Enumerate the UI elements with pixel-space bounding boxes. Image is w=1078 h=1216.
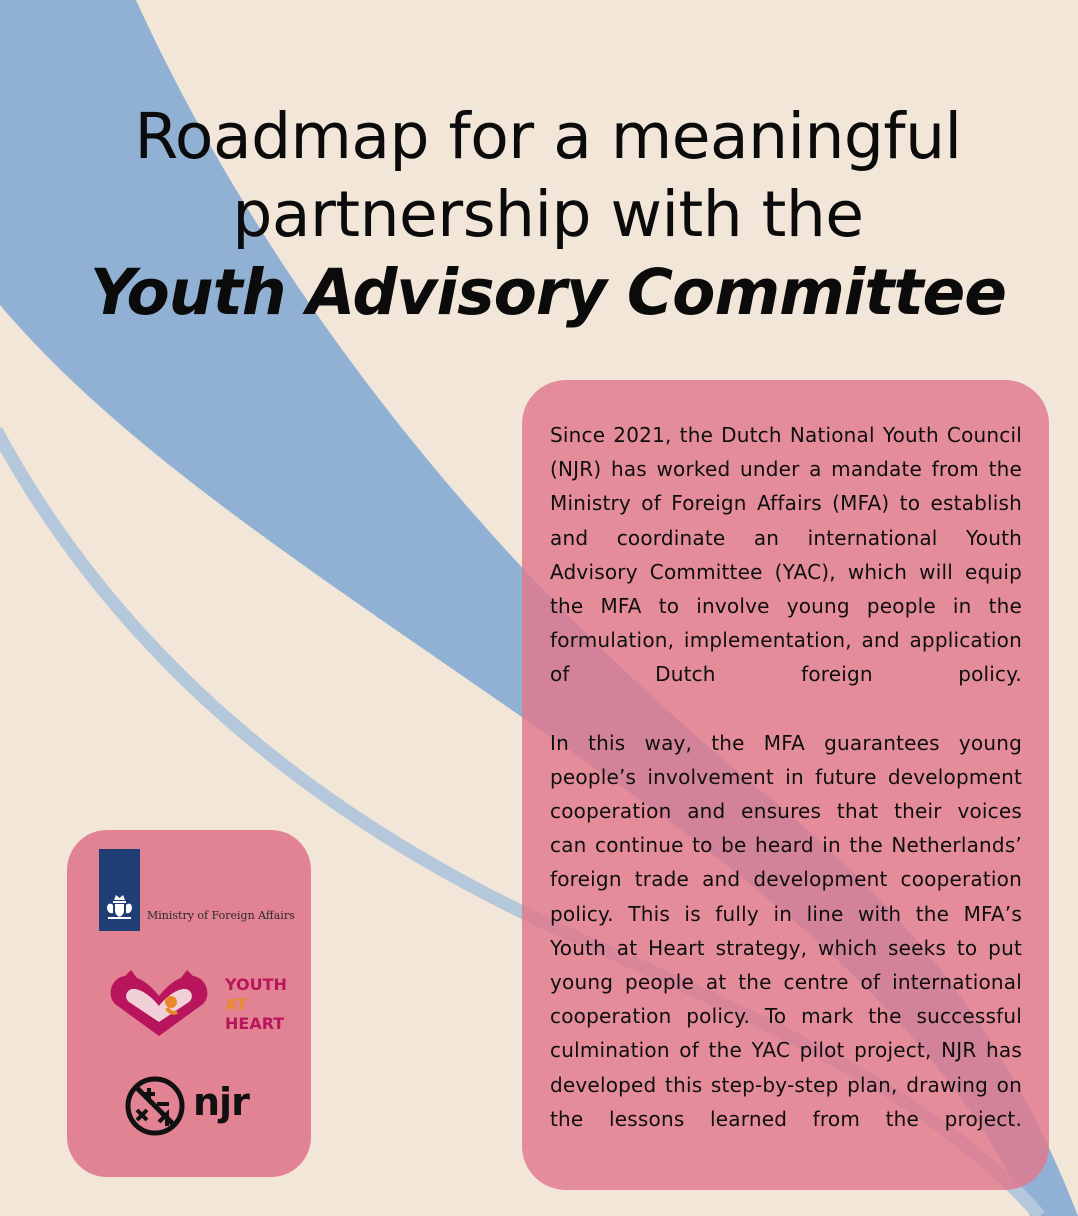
njr-symbol-icon bbox=[123, 1074, 187, 1138]
title-line-1: Roadmap for a meaningful bbox=[134, 100, 962, 173]
title-line-2: partnership with the bbox=[232, 178, 864, 251]
mfa-blue-bar bbox=[99, 849, 140, 931]
royal-crest-icon bbox=[104, 893, 135, 921]
mfa-logo bbox=[99, 849, 295, 931]
intro-text-card bbox=[522, 380, 1049, 1190]
yah-word-heart: HEART bbox=[225, 1014, 285, 1033]
title-line-3: Youth Advisory Committee bbox=[89, 256, 1007, 329]
njr-wordmark: njr bbox=[193, 1080, 249, 1124]
page-title bbox=[40, 98, 1056, 332]
youth-at-heart-logo bbox=[107, 970, 297, 1040]
heart-hands-icon bbox=[107, 970, 211, 1038]
intro-paragraph-2: In this way, the MFA guarantees young people’s involvement in future development cooperation and ensures that their voices can continue to be heard in the Netherlands’ foreign trade and development cooperation policy. This is fully in line with the MFA’s Youth at Heart strategy, which seeks to put young people at the centre of international cooperation policy. To mark the successful culmination of the YAC pilot project, NJR has developed this step-by-step plan, drawing on the lessons learned from the project. bbox=[550, 730, 1022, 1131]
mfa-name: Ministry of Foreign Affairs bbox=[147, 909, 295, 922]
njr-logo bbox=[123, 1074, 263, 1138]
partner-logos-card bbox=[67, 830, 311, 1177]
yah-word-at: AT bbox=[225, 994, 248, 1014]
intro-paragraph-1: Since 2021, the Dutch National Youth Council (NJR) has worked under a mandate from the Ministry of Foreign Affairs (MFA) to establish and coordinate an international Youth Advisory Committee (YAC), which will equip the MFA to involve young people in the formulation, implementation, and application of Dutch foreign policy. bbox=[550, 423, 1022, 687]
yah-word-youth: YOUTH bbox=[225, 975, 287, 994]
youth-at-heart-wordmark bbox=[225, 975, 287, 1034]
